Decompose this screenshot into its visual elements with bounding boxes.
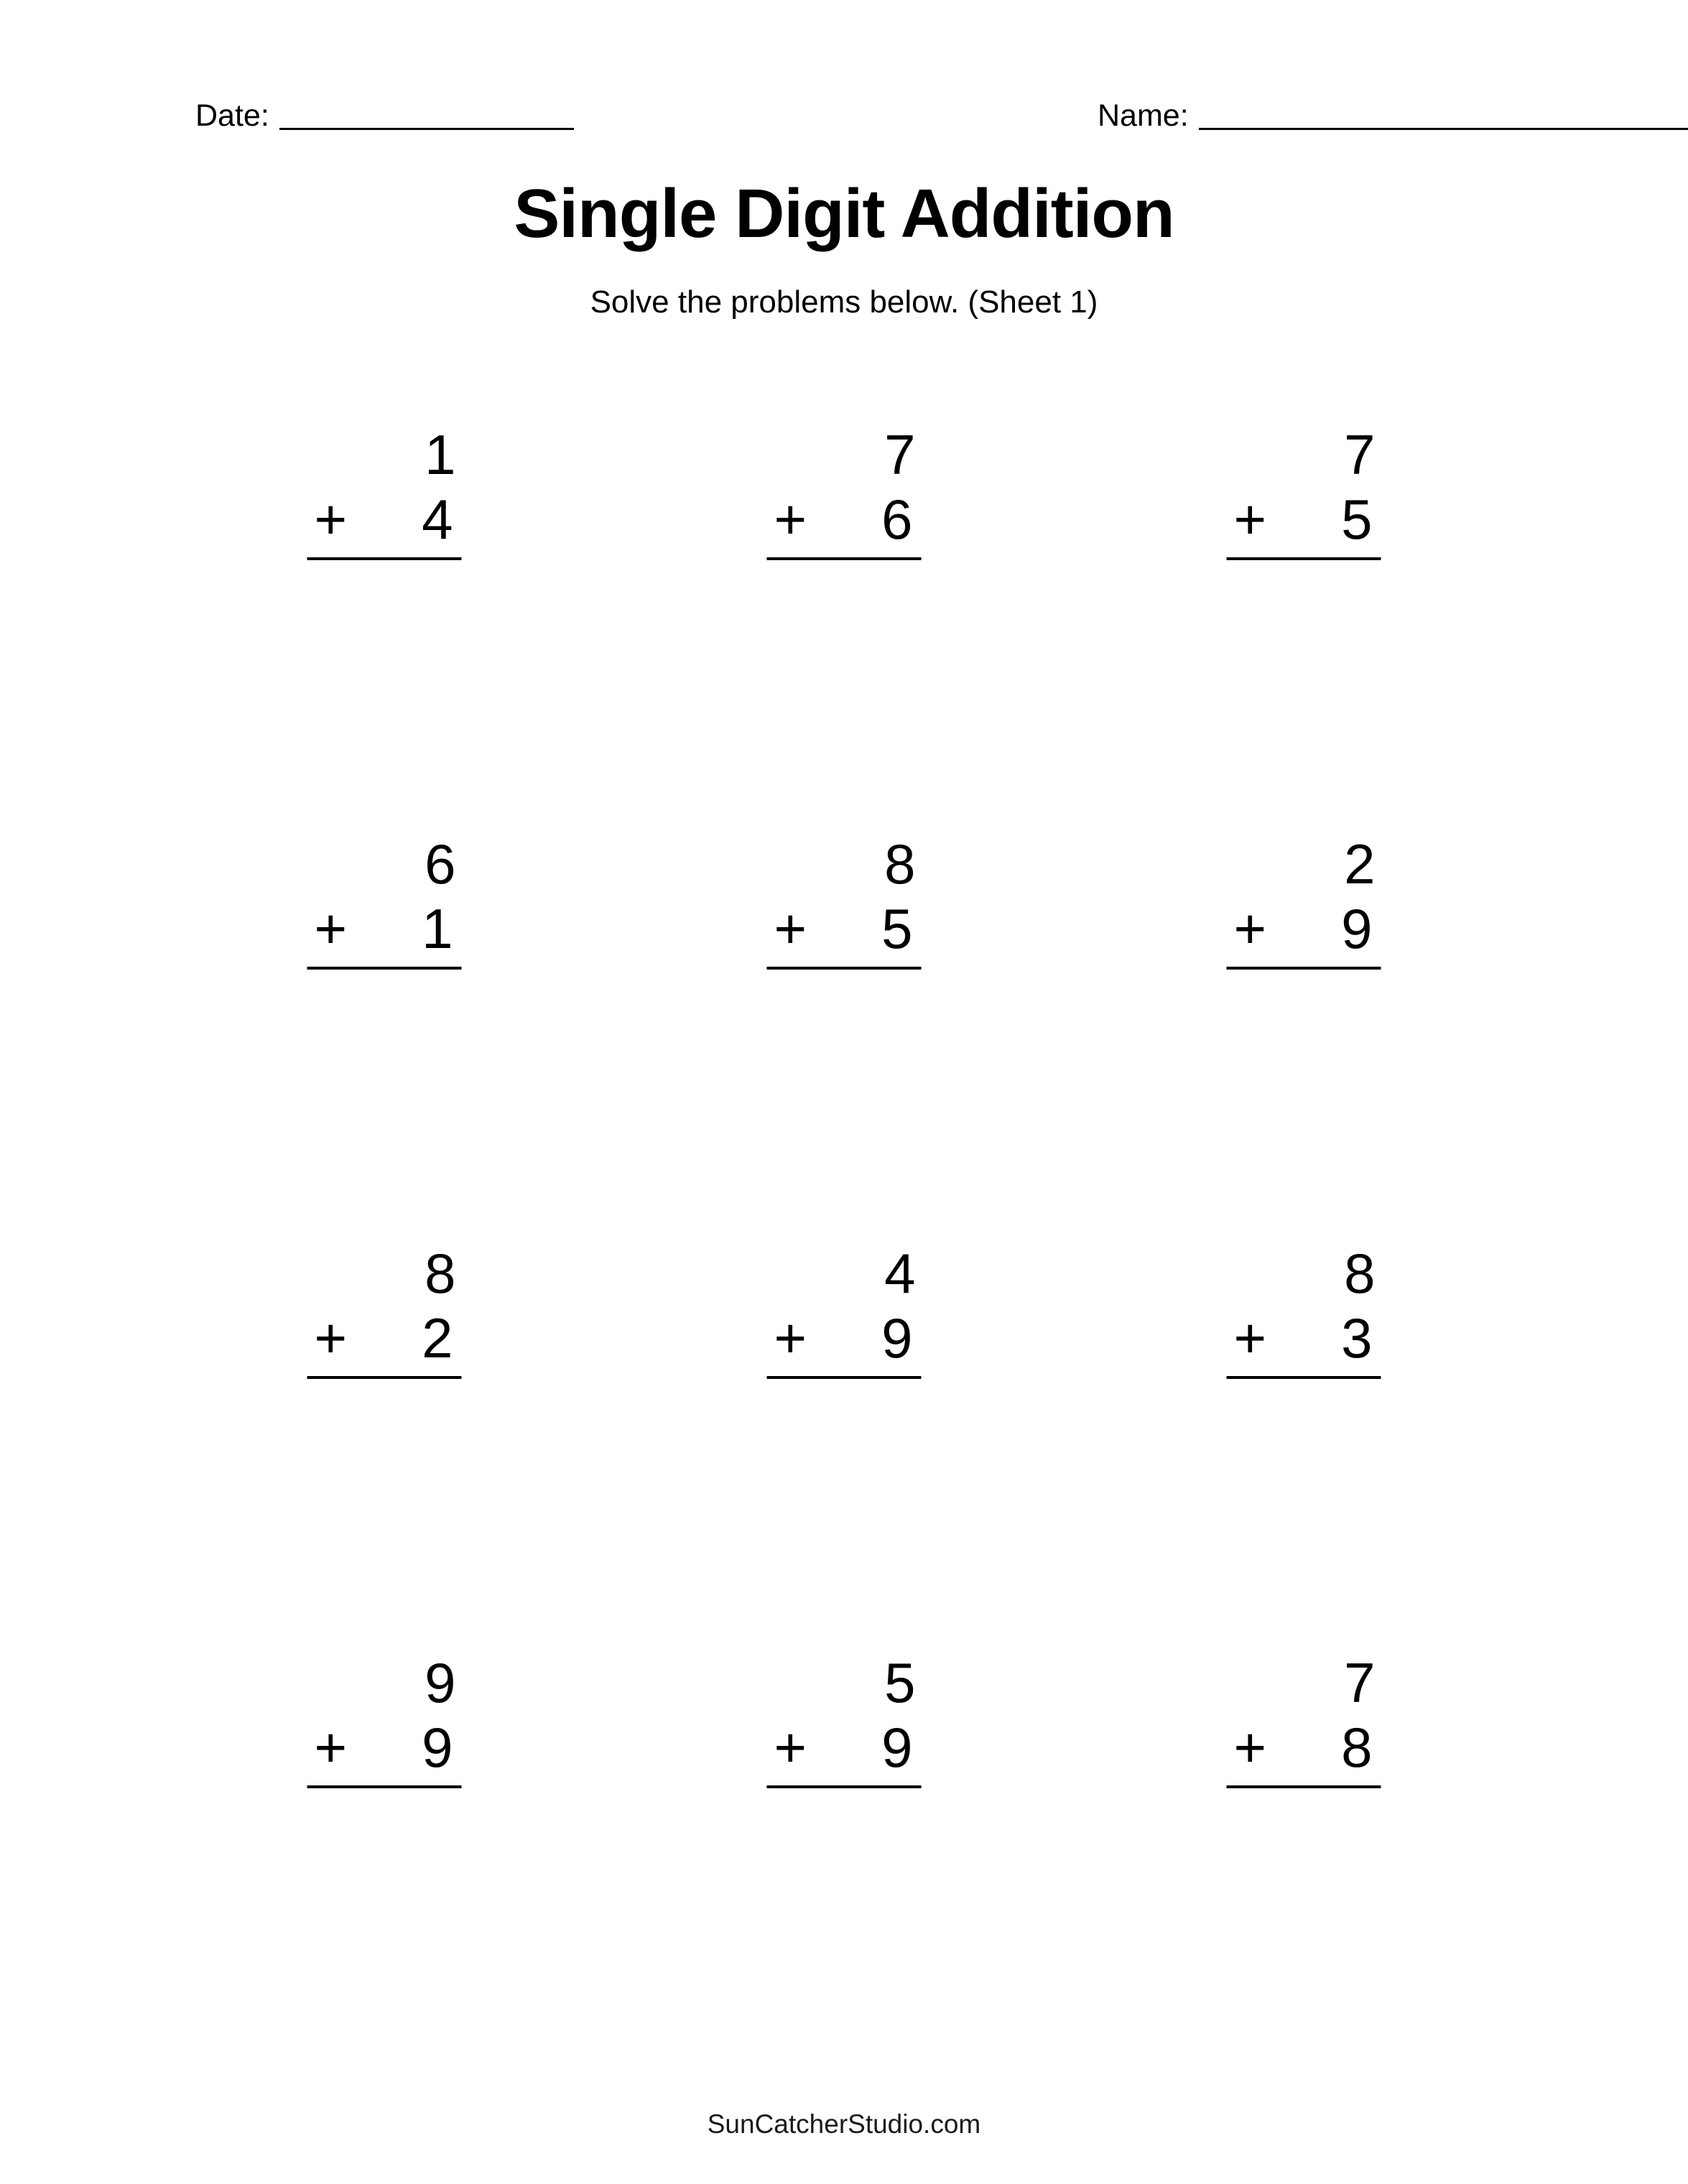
addend-bottom: 6 <box>881 488 913 551</box>
addend-bottom: 5 <box>881 897 913 960</box>
operator-sign: + <box>774 1306 807 1370</box>
problem-item[interactable] <box>154 1221 614 1630</box>
problem-item[interactable] <box>154 402 614 812</box>
problem-item[interactable] <box>1074 402 1534 812</box>
name-field[interactable] <box>1098 98 1688 136</box>
addend-top: 6 <box>425 832 456 896</box>
addend-bottom: 4 <box>422 488 453 551</box>
operator-sign: + <box>1233 1306 1267 1370</box>
footer-credit: SunCatcherStudio.com <box>707 2109 981 2139</box>
answer-rule <box>767 557 922 560</box>
answer-rule <box>1227 1785 1381 1788</box>
addend-top: 9 <box>425 1651 456 1714</box>
answer-rule <box>307 1785 462 1788</box>
addend-bottom: 1 <box>422 897 453 960</box>
addend-bottom: 9 <box>422 1716 453 1779</box>
addend-bottom: 9 <box>881 1716 913 1779</box>
addend-top: 8 <box>425 1242 456 1305</box>
addend-bottom: 8 <box>1341 1716 1373 1779</box>
addend-top: 2 <box>1344 832 1376 896</box>
addend-top: 8 <box>884 832 916 896</box>
problem-item[interactable] <box>614 1630 1074 2040</box>
answer-rule <box>767 967 922 970</box>
operator-sign: + <box>774 1716 807 1779</box>
operator-sign: + <box>774 897 807 960</box>
date-label: Date: <box>195 98 269 133</box>
name-label: Name: <box>1098 98 1189 133</box>
addend-top: 8 <box>1344 1242 1376 1305</box>
answer-rule <box>767 1785 922 1788</box>
addend-top: 7 <box>1344 1651 1376 1714</box>
name-write-line[interactable] <box>1199 128 1688 130</box>
operator-sign: + <box>774 488 807 551</box>
problems-grid <box>154 402 1534 2040</box>
addend-bottom: 2 <box>422 1306 453 1370</box>
answer-rule <box>307 1376 462 1379</box>
problem-item[interactable] <box>614 812 1074 1221</box>
operator-sign: + <box>314 897 348 960</box>
date-field[interactable] <box>195 98 574 136</box>
answer-rule <box>307 557 462 560</box>
operator-sign: + <box>1233 1716 1267 1779</box>
problem-item[interactable] <box>1074 1630 1534 2040</box>
addend-bottom: 5 <box>1341 488 1373 551</box>
problem-item[interactable] <box>1074 812 1534 1221</box>
answer-rule <box>1227 1376 1381 1379</box>
addend-bottom: 9 <box>1341 897 1373 960</box>
addend-bottom: 9 <box>881 1306 913 1370</box>
operator-sign: + <box>314 1306 348 1370</box>
addend-top: 7 <box>1344 423 1376 486</box>
problem-item[interactable] <box>154 812 614 1221</box>
operator-sign: + <box>314 1716 348 1779</box>
operator-sign: + <box>1233 488 1267 551</box>
addend-top: 5 <box>884 1651 916 1714</box>
problem-item[interactable] <box>1074 1221 1534 1630</box>
answer-rule <box>307 967 462 970</box>
problem-item[interactable] <box>614 402 1074 812</box>
operator-sign: + <box>1233 897 1267 960</box>
answer-rule <box>767 1376 922 1379</box>
addend-top: 1 <box>425 423 456 486</box>
problem-item[interactable] <box>154 1630 614 2040</box>
addend-top: 7 <box>884 423 916 486</box>
addend-bottom: 3 <box>1341 1306 1373 1370</box>
operator-sign: + <box>314 488 348 551</box>
answer-rule <box>1227 967 1381 970</box>
problem-item[interactable] <box>614 1221 1074 1630</box>
page-title: Single Digit Addition <box>514 175 1174 252</box>
answer-rule <box>1227 557 1381 560</box>
addend-top: 4 <box>884 1242 916 1305</box>
date-write-line[interactable] <box>279 128 574 130</box>
page-subtitle: Solve the problems below. (Sheet 1) <box>590 284 1098 320</box>
